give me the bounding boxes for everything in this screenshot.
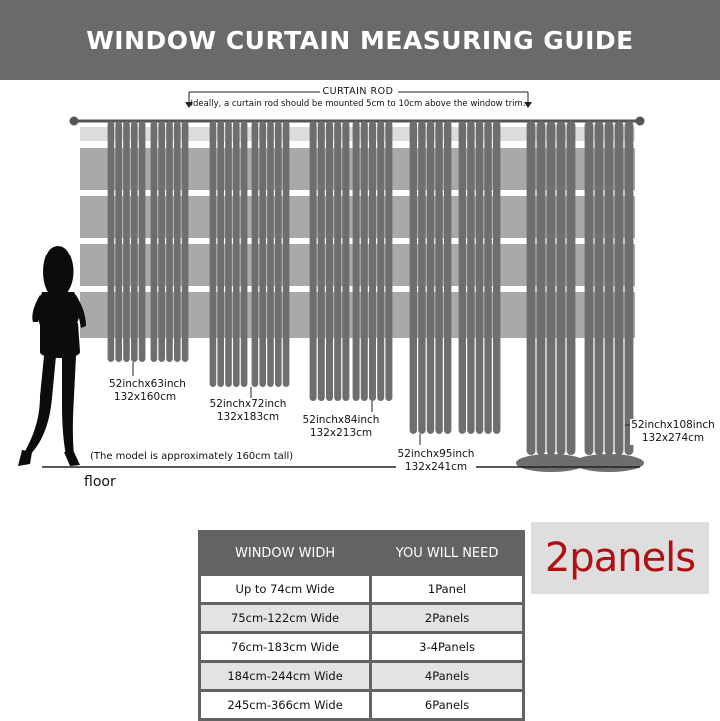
curtain-pleat (131, 121, 138, 362)
curtain-pleat (410, 121, 417, 434)
curtain-pleat (585, 121, 594, 455)
curtain-pleat (310, 121, 317, 401)
curtain-pleat (115, 121, 122, 362)
curtain-pleat (342, 121, 349, 401)
curtain-panel (410, 121, 452, 434)
curtain-pleat (377, 121, 384, 401)
curtain-pleat (527, 121, 536, 455)
curtain-pleat (484, 121, 491, 434)
curtain-pleat (459, 121, 466, 434)
panels-badge (531, 522, 709, 594)
curtain-pleat (259, 121, 266, 387)
curtain-pleat (241, 121, 248, 387)
curtain-pleat (467, 121, 474, 434)
curtain-label-108: 52inchx108inch 132x274cm (631, 419, 715, 444)
rod-label (188, 86, 528, 109)
curtain-pleat (275, 121, 282, 387)
curtain-pleat (108, 121, 115, 362)
curtain-pleat (493, 121, 500, 434)
curtain-pleat (334, 121, 341, 401)
curtain-pleat (139, 121, 146, 362)
table-row: 76cm-183cm Wide 3-4Panels (200, 633, 524, 662)
curtain-pleat (557, 121, 566, 455)
curtain-pleat (625, 121, 634, 455)
curtain-pleat (123, 121, 130, 362)
rod-title: CURTAIN ROD (322, 86, 394, 97)
curtain-pleat (361, 121, 368, 401)
table-row: 184cm-244cm Wide 4Panels (200, 662, 524, 691)
curtain-pleat (174, 121, 181, 362)
curtain-pleat (283, 121, 290, 387)
curtain-panel (353, 121, 393, 401)
curtain-pleat (267, 121, 274, 387)
page-title: WINDOW CURTAIN MEASURING GUIDE (0, 0, 720, 80)
table-row: 245cm-366cm Wide 6Panels (200, 691, 524, 720)
curtain-pleat (166, 121, 173, 362)
curtain-pleat (151, 121, 158, 362)
curtain-pleat (158, 121, 165, 362)
curtain-panel (459, 121, 501, 434)
table-header-window-width: WINDOW WIDH (200, 532, 371, 575)
curtain-pleat (418, 121, 425, 434)
curtain-pleat (537, 121, 546, 455)
curtain-panel (108, 121, 146, 362)
curtain-pleat (605, 121, 614, 455)
curtain-label-95: 52inchx95inch 132x241cm (397, 448, 475, 473)
curtain-pleat (217, 121, 224, 387)
curtain-panel (310, 121, 350, 401)
curtain-pleat (369, 121, 376, 401)
curtain-panel (210, 121, 248, 387)
curtain-pleat (326, 121, 333, 401)
curtain-pleat (427, 121, 434, 434)
model-height-note: (The model is approximately 160cm tall) (90, 451, 294, 462)
curtain-pleat (547, 121, 556, 455)
table-header-you-will-need: YOU WILL NEED (371, 532, 524, 575)
panels-needed-table (198, 530, 525, 721)
curtain-pleat (435, 121, 442, 434)
panels-badge-text: 2panels (544, 535, 696, 581)
floor-label: floor (84, 474, 116, 490)
curtain-label-84: 52inchx84inch 132x213cm (300, 414, 382, 440)
curtain-pleat (615, 121, 624, 455)
curtain-pleat (225, 121, 232, 387)
curtain-pleat (353, 121, 360, 401)
curtain-label-63: 52inchx63inch 132x160cm (109, 378, 186, 403)
curtain-pleat (182, 121, 189, 362)
curtain-pleat (233, 121, 240, 387)
table-row: Up to 74cm Wide 1Panel (200, 575, 524, 604)
curtain-pleat (444, 121, 451, 434)
curtain-pleat (210, 121, 217, 387)
curtain-pleat (476, 121, 483, 434)
curtain-panel (151, 121, 189, 362)
curtain-pleat (252, 121, 259, 387)
curtain-pleat (595, 121, 604, 455)
curtain-pleat (318, 121, 325, 401)
curtain-hem (574, 454, 644, 472)
curtain-pleat (567, 121, 576, 455)
curtain-pleat (385, 121, 392, 401)
model-silhouette (18, 246, 86, 466)
curtain-panel (252, 121, 290, 387)
table-row: 75cm-122cm Wide 2Panels (200, 604, 524, 633)
rod-note: Ideally, a curtain rod should be mounted 5cm to 10cm above the window trim. (190, 99, 526, 109)
curtain-label-72: 52inchx72inch 132x183cm (209, 398, 287, 423)
